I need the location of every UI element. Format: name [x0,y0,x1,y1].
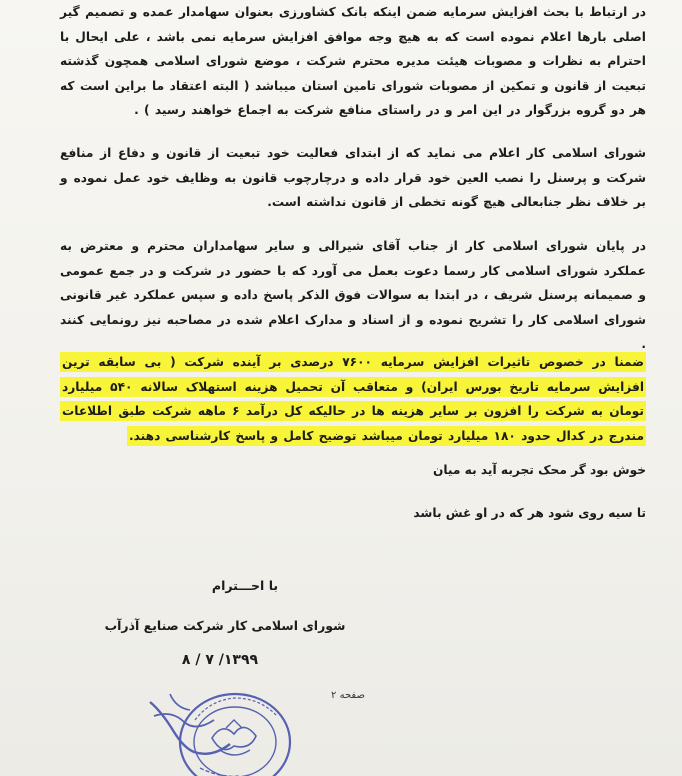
signatory-name: شورای اسلامی کار شرکت صنایع آذرآب [104,618,346,633]
paragraph-capital-increase: در ارتباط با بحث افزایش سرمایه ضمن اینکه بانک کشاورزی بعنوان سهامدار عمده و تصمیم گیر اصلی بارها اعلام نموده است که به هیچ وجه موافق افزایش سرمایه نمی باشد ، علی ایحال با احترام به نظرات و مصوبات هیئت مدیره محترم شرکت ، موضع شورای اسلامی همچون گذشته تبعیت از قانون و تمکین از مصوبات شورای تامین استان میباشد ( البته اعتقاد ما براین است که هر دو گروه بزرگوار در این امر و در راستای منافع شرکت به اجماع خواهند رسید ) . [60,5,646,118]
verse-line-1: خوش بود گر محک تجربه آید به میان [432,463,646,477]
document-date: ۱۳۹۹/ ۷ / ۸ [181,652,259,668]
highlighted-paragraph-block [60,350,646,448]
closing-salutation: با احـــترام [211,578,279,593]
verse-line-2: تا سیه روی شود هر که در او غش باشد [413,506,646,520]
page-number: صفحه ۲ [331,690,365,701]
paragraph-invitation: در پایان شورای اسلامی کار از جناب آقای شیرالی و سایر سهامداران محترم و معترض به عملکرد شورای اسلامی کار رسما دعوت بعمل می آورد که با حضور در شرکت و در جمع عمومی و صمیمانه پرسنل شریف ، در ابتدا به سوالات فوق الذکر پاسخ داده و سپس عملکرد غیر قانونی شورای اسلامی کار را تشریح نموده و از اسناد و مدارک اعلام شده در مصاحبه نیز رونمایی کنند . [60,239,646,352]
official-seal-icon [140,672,300,776]
highlighted-paragraph: ضمنا در خصوص تاثیرات افزایش سرمایه ۷۶۰۰ درصدی بر آینده شرکت ( بی سابقه ترین افزایش سرمایه تاریخ بورس ایران) و متعاقب آن تحمیل هزینه استهلاک سالانه ۵۴۰ میلیارد تومان به شرکت را افزون بر سایر هزینه ها در حالیکه کل درآمد ۶ ماهه شرکت طبق اطلاعات مندرج در کدال حدود ۱۸۰ میلیارد تومان میباشد توضیح کامل و پاسخ کارشناسی دهند. [60,352,646,446]
paragraph-council-law-compliance: شورای اسلامی کار اعلام می نماید که از ابتدای فعالیت خود تبعیت از قانون و دفاع از منافع شرکت و پرسنل را نصب العین خود قرار داده و درچارچوب قانون به وظایف خود عمل نموده و بر خلاف نظر جنابعالی هیچ گونه تخطی از قانون نداشته است. [60,146,646,210]
